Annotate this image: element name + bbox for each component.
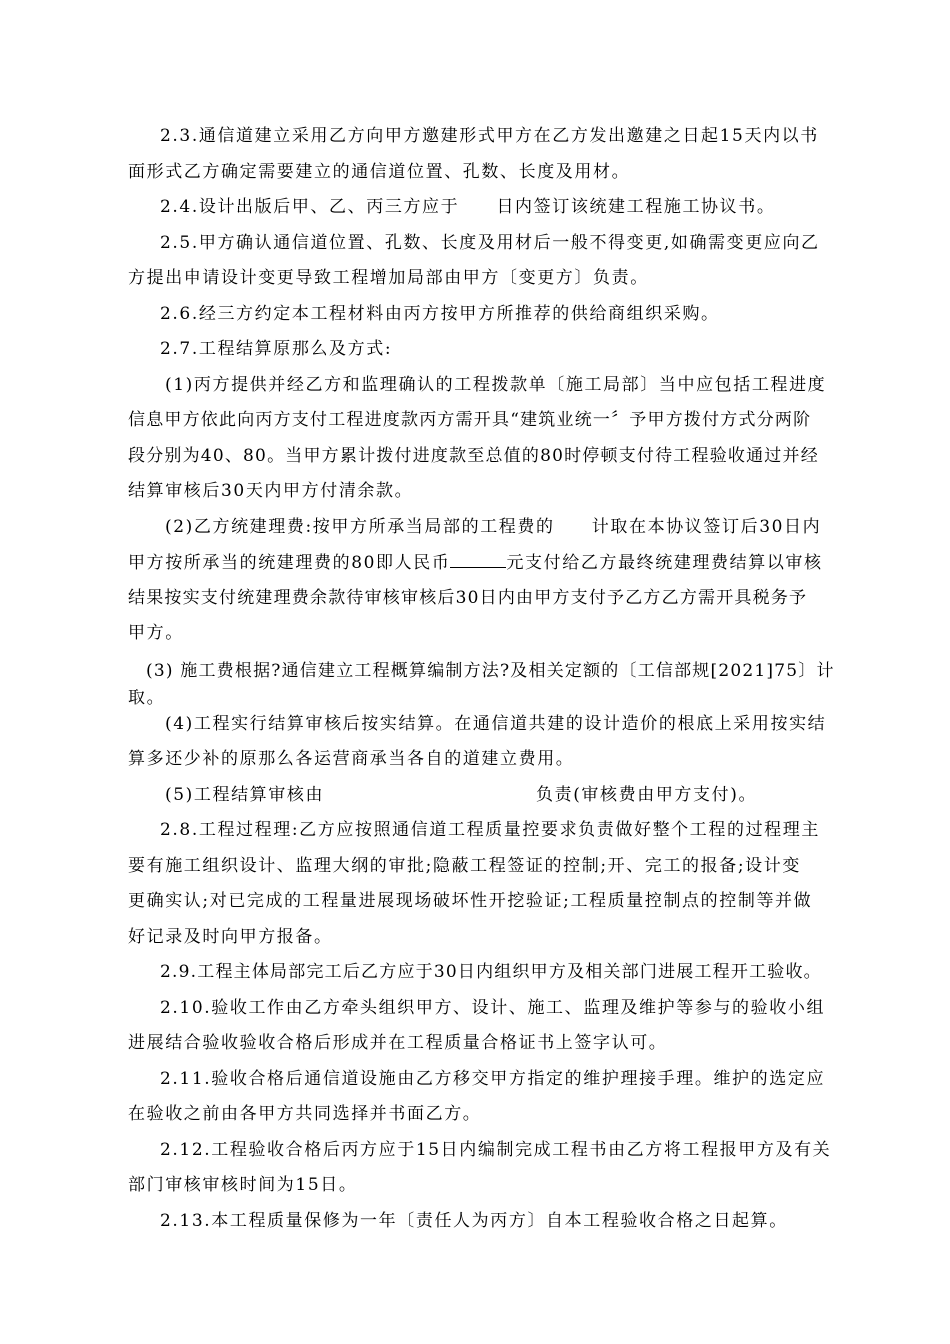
clause-2-7-1-line-2: 信息甲方依此向丙方支付工程进度款丙方需开具“建筑业统一〞予甲方拨付方式分两阶 [128,410,812,430]
clause-2-7-2-line-3: 结果按实支付统建理费余款待审核审核后30日内由甲方支付予乙方乙方需开具税务予 [128,588,808,608]
clause-2-13: 2.13.本工程质量保修为一年〔责任人为丙方〕自本工程验收合格之日起算。 [160,1211,788,1231]
clause-2-7-2-line-2-a: 甲方按所承当的统建理费的80即人民币 [128,553,451,573]
clause-2-7-5-a: (5)工程结算审核由 [165,785,325,805]
clause-2-3-line-1: 2.3.通信道建立采用乙方向甲方邀建形式甲方在乙方发出邀建之日起15天内以书 [160,126,819,146]
clause-2-11-line-1: 2.11.验收合格后通信道设施由乙方移交甲方指定的维护理接手理。维护的选定应 [160,1069,826,1089]
clause-2-12-line-1: 2.12.工程验收合格后丙方应于15日内编制完成工程书由乙方将工程报甲方及有关 [160,1140,832,1160]
clause-2-5-line-1: 2.5.甲方确认通信道位置、孔数、长度及用材后一般不得变更,如确需变更应向乙 [160,233,820,253]
clause-2-7-1-line-4: 结算审核后30天内甲方付清余款。 [128,481,414,501]
clause-2-7-heading: 2.7.工程结算原那么及方式: [160,339,393,359]
clause-2-7-2-line-2 [128,551,823,574]
clause-2-5-line-2: 方提出申请设计变更导致工程增加局部由甲方〔变更方〕负责。 [128,268,649,288]
clause-2-7-4-line-1: (4)工程实行结算审核后按实结算。在通信道共建的设计造价的根底上采用按实结 [165,714,827,734]
amount-blank [450,551,506,568]
clause-2-10-line-1: 2.10.验收工作由乙方牵头组织甲方、设计、施工、监理及维护等参与的验收小组 [160,998,826,1018]
clause-2-7-2-line-2-b: 元支付给乙方最终统建理费结算以审核 [506,553,823,573]
clause-2-6: 2.6.经三方约定本工程材料由丙方按甲方所推荐的供给商组织采购。 [160,304,720,324]
clause-2-7-2-line-1: (2)乙方统建理费:按甲方所承当局部的工程费的 计取在本协议签订后30日内 [165,517,822,537]
clause-2-8-line-2: 要有施工组织设计、监理大纲的审批;隐蔽工程签证的控制;开、完工的报备;设计变 [128,856,801,876]
clause-2-9: 2.9.工程主体局部完工后乙方应于30日内组织甲方及相关部门进展工程开工验收。 [160,962,822,982]
clause-2-7-3-line-2: 取。 [128,688,166,708]
clause-2-8-line-1: 2.8.工程过程理:乙方应按照通信道工程质量控要求负责做好整个工程的过程理主 [160,820,820,840]
clause-2-11-line-2: 在验收之前由各甲方共同选择并书面乙方。 [128,1104,482,1124]
clause-2-8-line-4: 好记录及时向甲方报备。 [128,927,333,947]
clause-2-7-1-line-3: 段分别为40、80。当甲方累计拨付进度款至总值的80时停顿支付待工程验收通过并经 [128,446,819,466]
clause-2-12-line-2: 部门审核审核时间为15日。 [128,1175,358,1195]
clause-2-3-line-2: 面形式乙方确定需要建立的通信道位置、孔数、长度及用材。 [128,162,631,182]
clause-2-4: 2.4.设计出版后甲、乙、丙三方应于 日内签订该统建工程施工协议书。 [160,197,776,217]
clause-2-7-1-line-1: (1)丙方提供并经乙方和监理确认的工程拨款单〔施工局部〕当中应包括工程进度 [165,375,827,395]
clause-2-7-3-line-1: (3) 施工费根据?通信建立工程概算编制方法?及相关定额的〔工信部规[2021]75〕计 [146,661,835,681]
clause-2-8-line-3: 更确实认;对已完成的工程量进展现场破坏性开挖验证;工程质量控制点的控制等并做 [128,891,813,911]
clause-2-7-5-b: 负责(审核费由甲方支付)。 [536,785,758,805]
clause-2-10-line-2: 进展结合验收验收合格后形成并在工程质量合格证书上签字认可。 [128,1033,668,1053]
clause-2-7-4-line-2: 算多还少补的原那么各运营商承当各自的道建立费用。 [128,749,575,769]
clause-2-7-2-line-4: 甲方。 [128,623,184,643]
